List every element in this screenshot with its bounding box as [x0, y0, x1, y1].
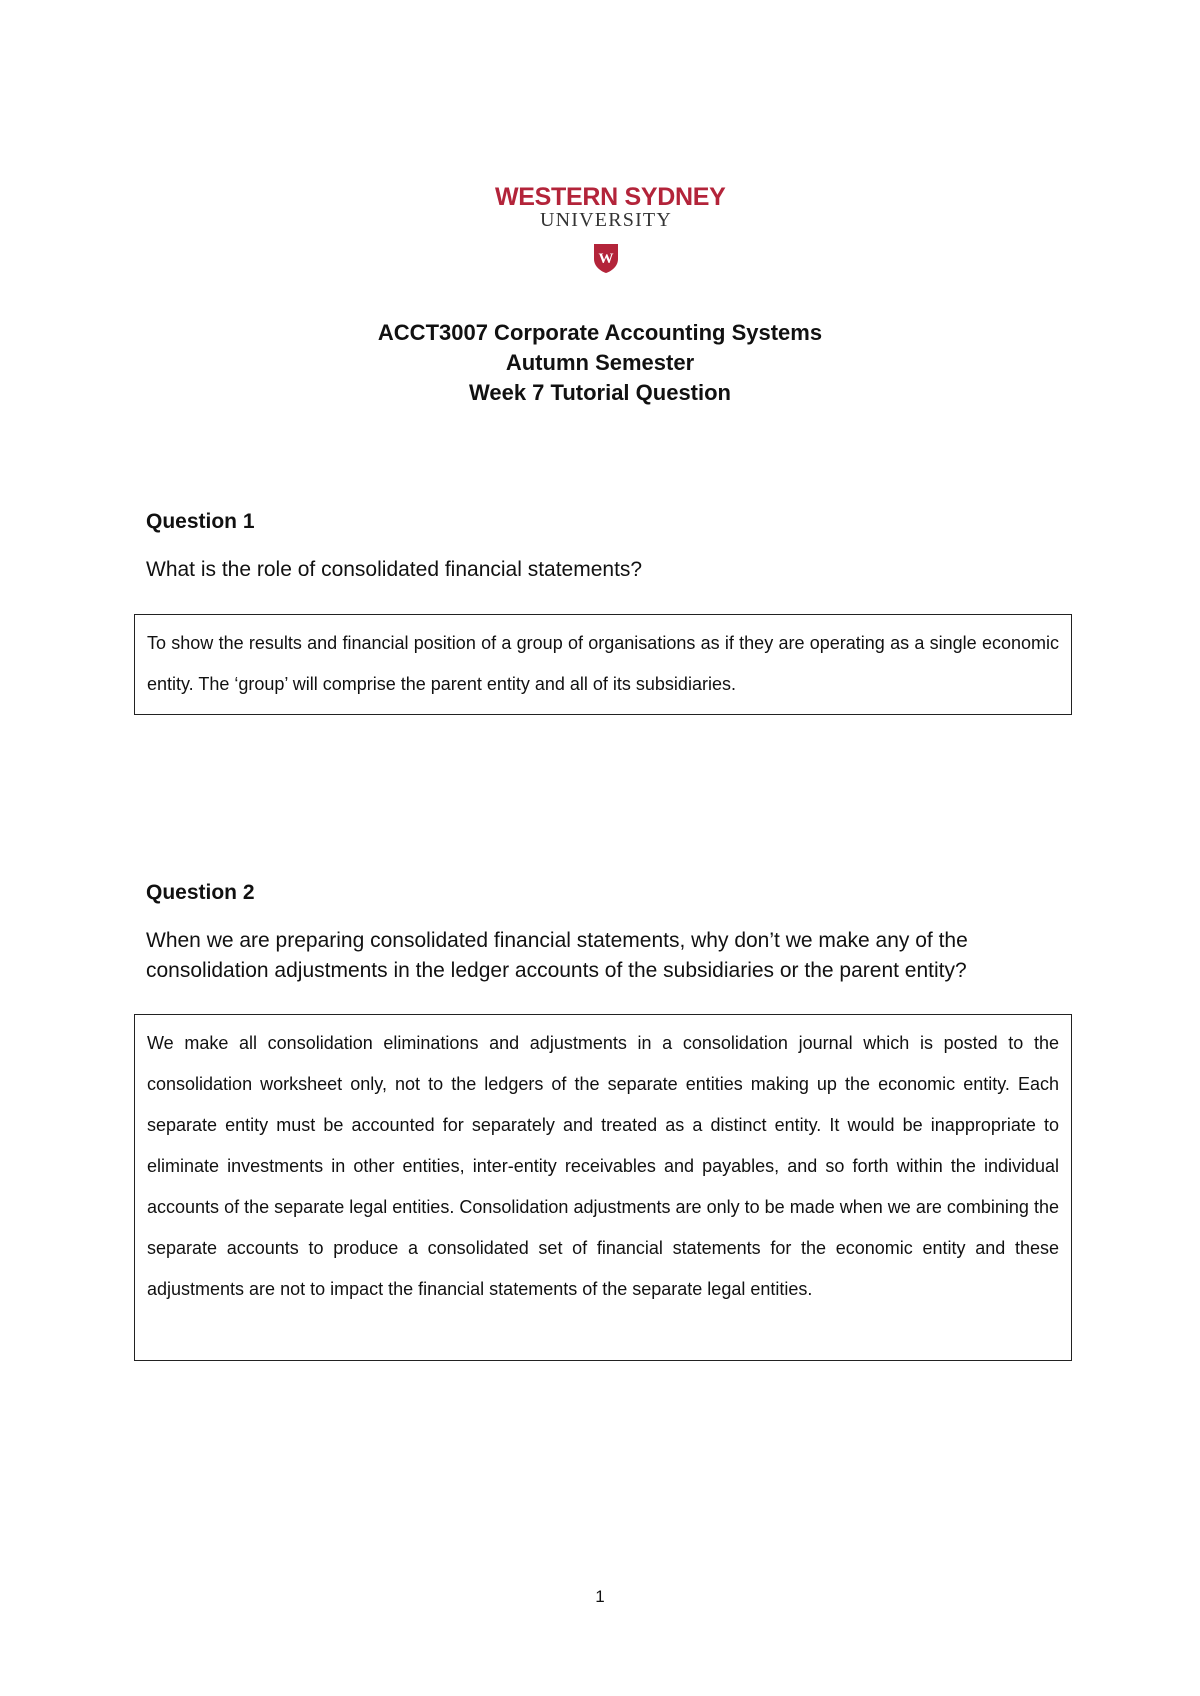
answer-1-text: To show the results and financial position of a group of organisations as if they are operating as a single economic entity. The ‘group’ will comprise the parent entity and all of its subsidiaries.: [147, 633, 1059, 694]
question-1-text: What is the role of consolidated financial statements?: [146, 558, 643, 581]
page-title: Week 7 Tutorial Question: [468, 380, 731, 405]
logo-wordmark: WESTERN SYDNEY: [495, 183, 726, 211]
question-2-heading: Question 2: [146, 881, 255, 904]
question-2-text: When we are preparing consolidated financial statements, why don’t we make any of the consolidation adjustments in the ledger accounts of the subsidiaries or the parent entity?: [146, 929, 968, 982]
answer-2-text: We make all consolidation eliminations and adjustments in a consolidation journal which is posted to the consolidation worksheet only, not to the ledgers of the separate entities making up the economic entity. Each separate entity must be accounted for separately and treated as a distinct entity. It would be inappropriate to eliminate investments in other entities, inter-entity receivables and payables, and so forth within the individual accounts of the separate legal entities. Consolidation adjustments are only to be made when we are combining the separate accounts to produce a consolidated set of financial statements for the economic entity and these adjustments are not to impact the financial statements of the separate legal entities.: [147, 1033, 1059, 1299]
course-title: ACCT3007 Corporate Accounting Systems: [377, 320, 823, 345]
answer-1-box: [134, 614, 1072, 715]
question-1-heading: Question 1: [146, 510, 255, 533]
document-title-block: [0, 318, 1200, 408]
logo-subtitle: UNIVERSITY: [540, 209, 672, 231]
shield-letter: W: [598, 251, 614, 267]
answer-2-box: [134, 1014, 1072, 1361]
page-number: 1: [595, 1587, 605, 1606]
university-logo: [495, 183, 726, 274]
semester-title: Autumn Semester: [505, 350, 695, 375]
shield-icon: [592, 242, 620, 274]
